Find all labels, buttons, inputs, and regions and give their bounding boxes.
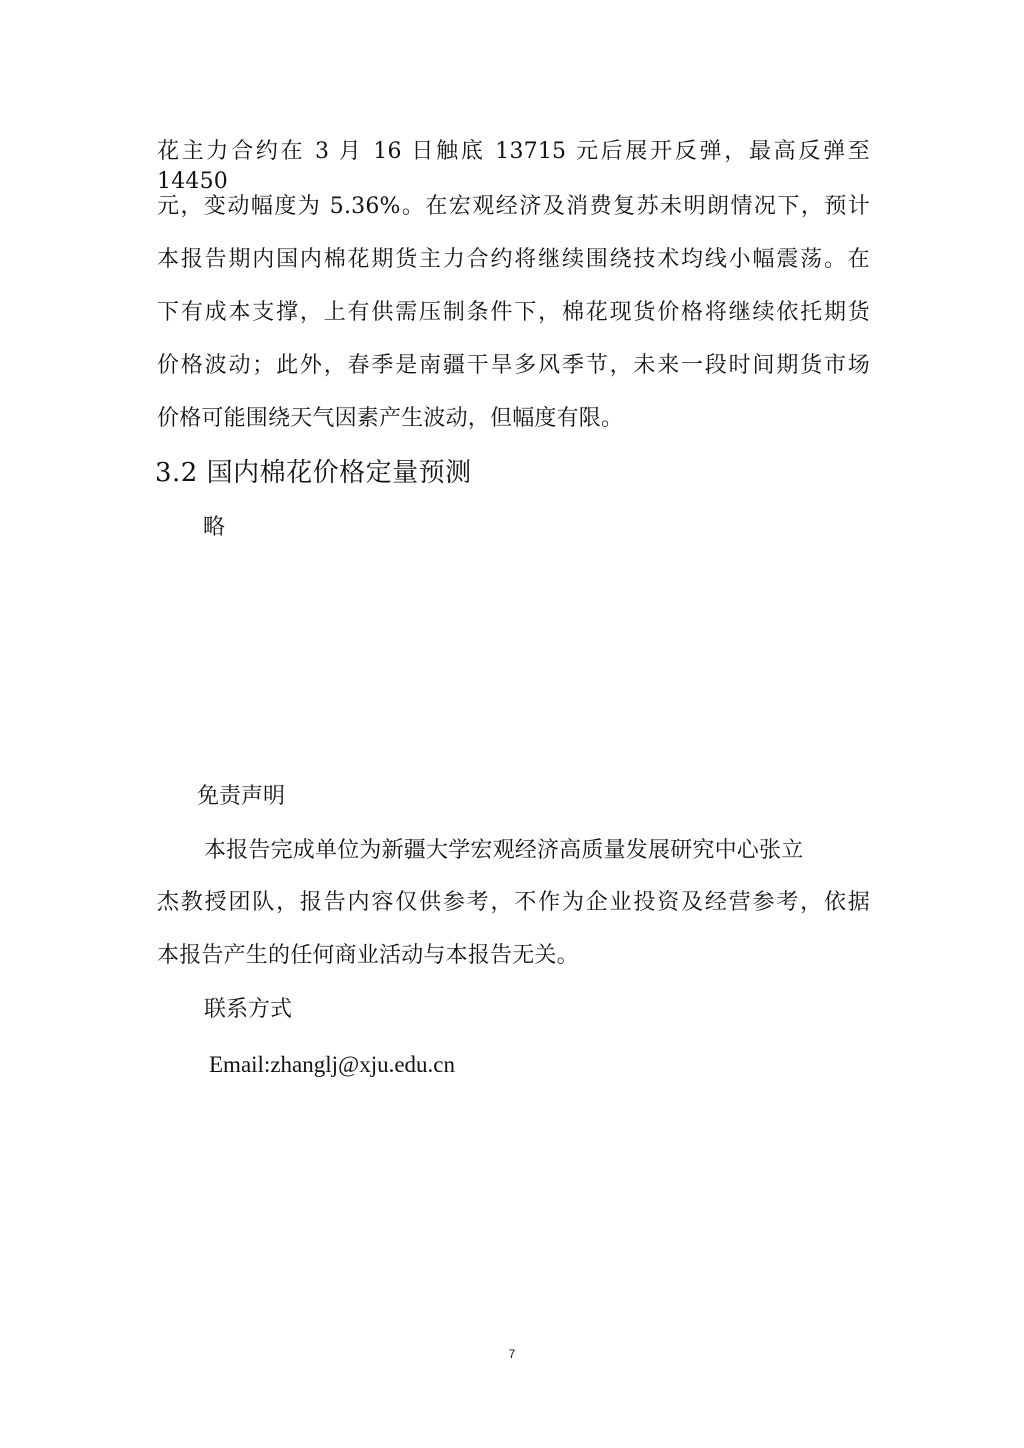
- paragraph-line-3: 本报告期内国内棉花期货主力合约将继续围绕技术均线小幅震荡。在: [157, 247, 870, 272]
- paragraph-line-4: 下有成本支撑，上有供需压制条件下，棉花现货价格将继续依托期货: [157, 300, 870, 325]
- disclaimer-line-2: 杰教授团队，报告内容仅供参考，不作为企业投资及经营参考，依据: [157, 890, 870, 915]
- section-heading: 3.2 国内棉花价格定量预测: [155, 458, 472, 488]
- disclaimer-line-1: 本报告完成单位为新疆大学宏观经济高质量发展研究中心张立: [204, 838, 804, 863]
- paragraph-line-6: 价格可能围绕天气因素产生波动，但幅度有限。: [157, 406, 624, 431]
- contact-email: Email:zhanglj@xju.edu.cn: [209, 1052, 456, 1077]
- paragraph-line-5: 价格波动；此外，春季是南疆干旱多风季节，未来一段时间期货市场: [157, 353, 870, 378]
- section-body: 略: [203, 515, 226, 540]
- disclaimer-line-3: 本报告产生的任何商业活动与本报告无关。: [157, 943, 579, 968]
- paragraph-line-1: 花主力合约在 3 月 16 日触底 13715 元后展开反弹，最高反弹至 14450: [157, 139, 870, 194]
- page-number: 7: [508, 1347, 516, 1361]
- paragraph-line-2: 元，变动幅度为 5.36%。在宏观经济及消费复苏未明朗情况下，预计: [157, 194, 870, 219]
- contact-title: 联系方式: [204, 997, 293, 1022]
- disclaimer-title: 免责声明: [197, 784, 286, 809]
